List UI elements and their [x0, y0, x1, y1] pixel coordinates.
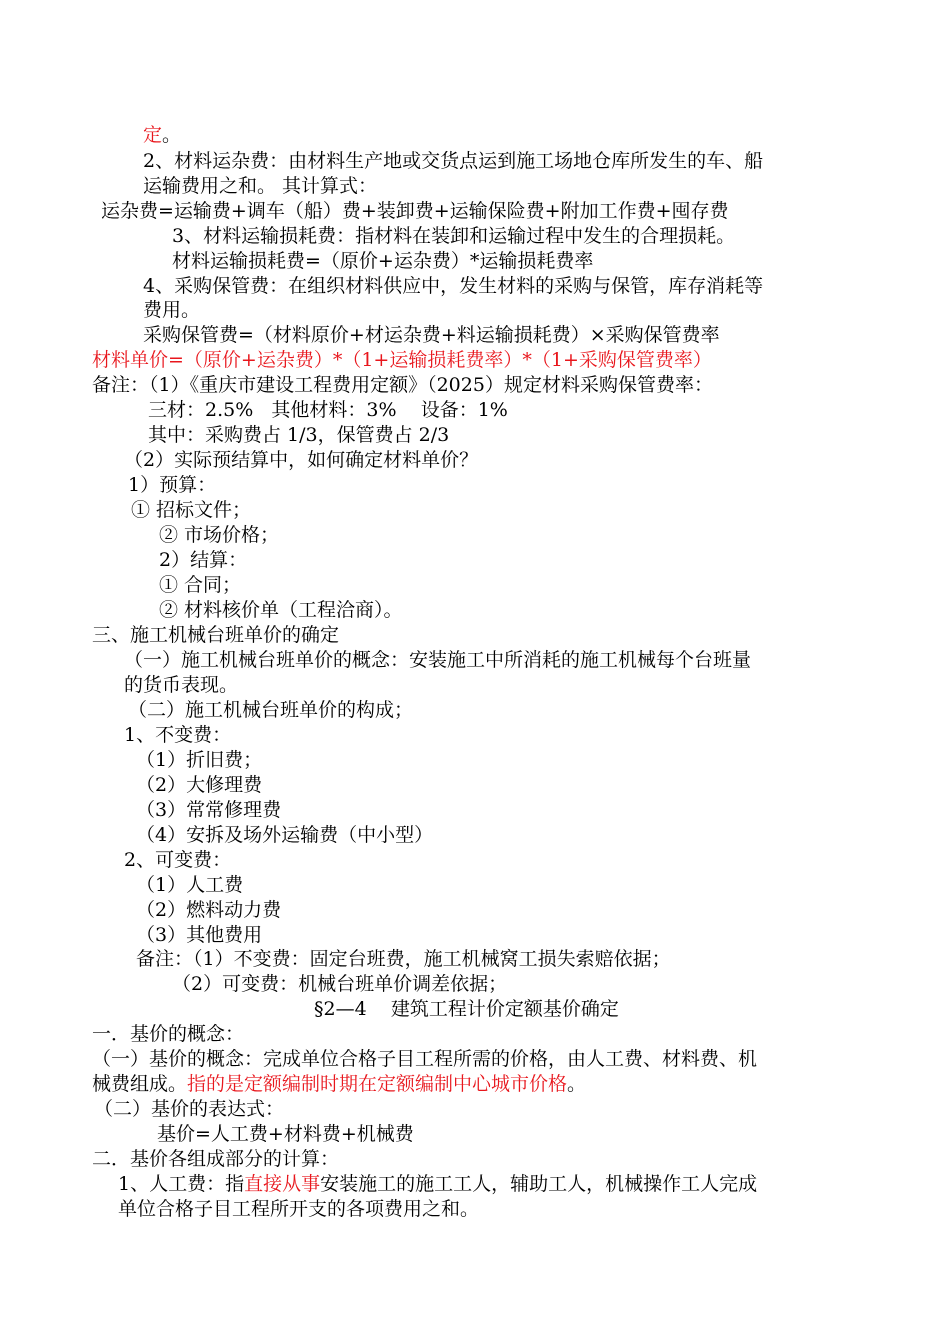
list-item: ② 材料核价单（工程洽商）。	[159, 599, 403, 621]
text-line: （一）基价的概念：完成单位合格子目工程所需的价格，由人工费、材料费、机	[92, 1048, 758, 1070]
text-line: 三材：2.5% 其他材料：3% 设备：1%	[148, 399, 508, 421]
text-line	[118, 1171, 757, 1197]
list-item: 2、可变费：	[124, 849, 232, 871]
highlighted-formula: 材料单价=（原价+运杂费）*（1+运输损耗费率）*（1+采购保管费率）	[92, 349, 712, 371]
text-fragment: 。	[567, 1073, 587, 1095]
list-item: （1）折旧费；	[136, 749, 263, 771]
note-line: 备注：（1）《重庆市建设工程费用定额》（2025）规定材料采购保管费率：	[92, 374, 713, 396]
text-line	[143, 122, 181, 148]
formula-line: 材料运输损耗费=（原价+运杂费）*运输损耗费率	[172, 250, 594, 272]
note-line: 备注：（1）不变费：固定台班费，施工机械窝工损失索赔依据；	[136, 948, 671, 970]
highlighted-text: 指的是定额编制时期在定额编制中心城市价格	[187, 1073, 568, 1095]
list-item: 1）预算：	[128, 474, 217, 496]
list-item: 1、不变费：	[124, 724, 232, 746]
formula-line: 运杂费=运输费+调车（船）费+装卸费+运输保险费+附加工作费+囤存费	[101, 200, 729, 222]
text-fragment: 1、人工费：指	[118, 1173, 245, 1195]
list-item: （3）其他费用	[136, 924, 263, 946]
highlighted-text: 直接从事	[244, 1173, 321, 1195]
text-line: 4、采购保管费：在组织材料供应中，发生材料的采购与保管，库存消耗等	[143, 275, 764, 297]
list-item: ② 市场价格；	[159, 524, 280, 546]
section-heading: 二．基价各组成部分的计算：	[92, 1148, 340, 1170]
formula-line: 基价=人工费+材料费+机械费	[157, 1123, 414, 1145]
text-line	[92, 1071, 586, 1097]
list-item: （3）常常修理费	[136, 799, 282, 821]
list-item: ① 招标文件；	[131, 499, 252, 521]
text-line: （一）施工机械台班单价的概念：安装施工中所消耗的施工机械每个台班量	[124, 649, 752, 671]
text-line: （二）施工机械台班单价的构成；	[128, 699, 414, 721]
note-line: （2）可变费：机械台班单价调差依据；	[172, 973, 508, 995]
text-line: （二）基价的表达式：	[94, 1098, 285, 1120]
list-item: （1）人工费	[136, 874, 244, 896]
list-item: （2）燃料动力费	[136, 899, 282, 921]
text-line: 费用。	[143, 299, 201, 321]
list-item: ① 合同；	[159, 574, 242, 596]
text-line: 运输费用之和。 其计算式：	[143, 175, 378, 197]
text-line: 的货币表现。	[124, 674, 239, 696]
text-fragment: 械费组成。	[92, 1073, 188, 1095]
text-line: 单位合格子目工程所开支的各项费用之和。	[118, 1198, 480, 1220]
formula-line: 采购保管费=（材料原价+材运杂费+料运输损耗费）×采购保管费率	[143, 324, 720, 346]
list-item: （4）安拆及场外运输费（中小型）	[136, 824, 434, 846]
list-item: （2）大修理费	[136, 774, 263, 796]
text-line: 2、材料运杂费：由材料生产地或交货点运到施工场地仓库所发生的车、船	[143, 150, 764, 172]
section-heading: 一．基价的概念：	[92, 1023, 245, 1045]
text-line: 3、材料运输损耗费：指材料在装卸和运输过程中发生的合理损耗。	[172, 225, 736, 247]
text-line: 其中：采购费占 1/3，保管费占 2/3	[148, 424, 450, 446]
list-item: 2）结算：	[159, 549, 248, 571]
section-title: §2—4 建筑工程计价定额基价确定	[314, 998, 619, 1020]
text-fragment: 。	[162, 124, 182, 146]
text-line: （2）实际预结算中，如何确定材料单价？	[124, 449, 479, 471]
section-heading: 三、施工机械台班单价的确定	[92, 624, 340, 646]
text-fragment: 安装施工的施工工人，辅助工人，机械操作工人完成	[320, 1173, 758, 1195]
highlighted-text: 定	[143, 124, 163, 146]
